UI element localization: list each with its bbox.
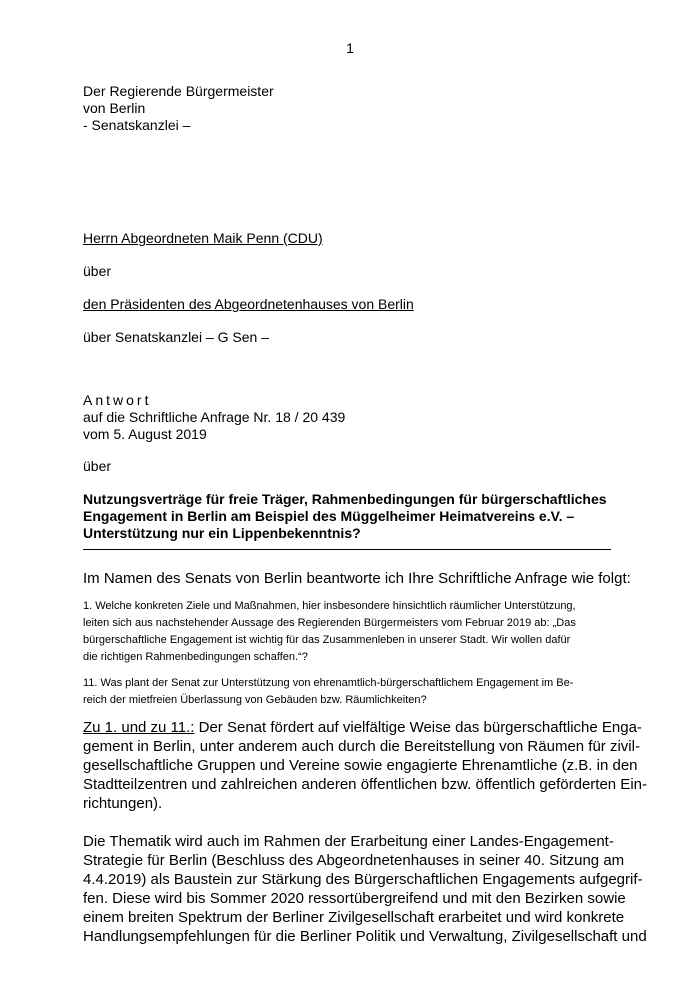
- question-1-line-1: 1. Welche konkreten Ziele und Maßnahmen, hier insbesondere hinsichtlich räumlicher Unterstützung,: [83, 600, 576, 612]
- answer-paragraph-1: [83, 718, 647, 813]
- subject-block: [83, 491, 607, 542]
- via-line-2: über Senatskanzlei – G Sen –: [83, 329, 270, 345]
- sender-line-2: von Berlin: [83, 100, 146, 116]
- answer-1-line-3: gesellschaftliche Gruppen und Vereine sowie engagierte Ehrenamtliche (z.B. in den: [83, 757, 638, 774]
- question-1: [83, 598, 576, 666]
- question-11: [83, 675, 573, 709]
- answer-block: [83, 392, 345, 443]
- answer-1-line-5: richtungen).: [83, 795, 163, 812]
- inquiry-date: vom 5. August 2019: [83, 426, 207, 442]
- answer-heading: Antwort: [83, 392, 152, 408]
- answer-paragraph-2: [83, 832, 647, 946]
- answer-2-line-4: fen. Diese wird bis Sommer 2020 ressortübergreifend und mit den Bezirken sowie: [83, 890, 626, 907]
- recipient-name: Herrn Abgeordneten Maik Penn (CDU): [83, 230, 323, 246]
- intro-text: Im Namen des Senats von Berlin beantworte ich Ihre Schriftliche Anfrage wie folgt:: [83, 570, 631, 587]
- subject-line-1: Nutzungsverträge für freie Träger, Rahmenbedingungen für bürgerschaftliches: [83, 491, 607, 507]
- question-1-line-2: leiten sich aus nachstehender Aussage des Regierenden Bürgermeisters vom Februar 2019 ab: „Das: [83, 617, 576, 629]
- sender-line-3: - Senatskanzlei –: [83, 117, 191, 133]
- answer-2-line-3: 4.4.2019) als Baustein zur Stärkung des Bürgerschaftlichen Engagements aufgegrif-: [83, 871, 643, 888]
- president-line: den Präsidenten des Abgeordnetenhauses von Berlin: [83, 296, 414, 312]
- via-line-1: über: [83, 263, 112, 279]
- answer-1-line-2: gement in Berlin, unter anderem auch durch die Bereitstellung von Räumen für zivil-: [83, 738, 640, 755]
- inquiry-number: auf die Schriftliche Anfrage Nr. 18 / 20 439: [83, 409, 346, 425]
- subject-line-2: Engagement in Berlin am Beispiel des Müggelheimer Heimatvereins e.V. –: [83, 508, 575, 524]
- subject-line-3: Unterstützung nur ein Lippenbekenntnis?: [83, 525, 361, 541]
- answer-1-line-4: Stadtteilzentren und zahlreichen anderen öffentlichen bzw. öffentlich geförderten Ein-: [83, 776, 647, 793]
- answer-1-line-1: Der Senat fördert auf vielfältige Weise das bürgerschaftliche Enga-: [194, 719, 642, 736]
- question-1-line-3: bürgerschaftliche Engagement ist wichtig für das Zusammenleben in unserer Stadt. Wir wollen dafür: [83, 634, 571, 646]
- page-number: 1: [346, 40, 354, 56]
- answer-label: Zu 1. und zu 11.:: [83, 719, 195, 736]
- separator-rule: [83, 549, 611, 550]
- answer-2-line-5: einem breiten Spektrum der Berliner Zivilgesellschaft erarbeitet und wird konkrete: [83, 909, 625, 926]
- question-1-line-4: die richtigen Rahmenbedingungen schaffen.“?: [83, 651, 308, 663]
- answer-2-line-6: Handlungsempfehlungen für die Berliner Politik und Verwaltung, Zivilgesellschaft und: [83, 928, 647, 945]
- sender-block: [83, 83, 274, 134]
- answer-2-line-1: Die Thematik wird auch im Rahmen der Erarbeitung einer Landes-Engagement-: [83, 833, 614, 850]
- answer-2-line-2: Strategie für Berlin (Beschluss des Abgeordnetenhauses in seiner 40. Sitzung am: [83, 852, 625, 869]
- sender-line-1: Der Regierende Bürgermeister: [83, 83, 274, 99]
- question-11-line-1: 11. Was plant der Senat zur Unterstützung von ehrenamtlich-bürgerschaftlichem Engagement im Be-: [83, 677, 574, 689]
- question-11-line-2: reich der mietfreien Überlassung von Gebäuden bzw. Räumlichkeiten?: [83, 694, 427, 706]
- via-line-3: über: [83, 458, 112, 474]
